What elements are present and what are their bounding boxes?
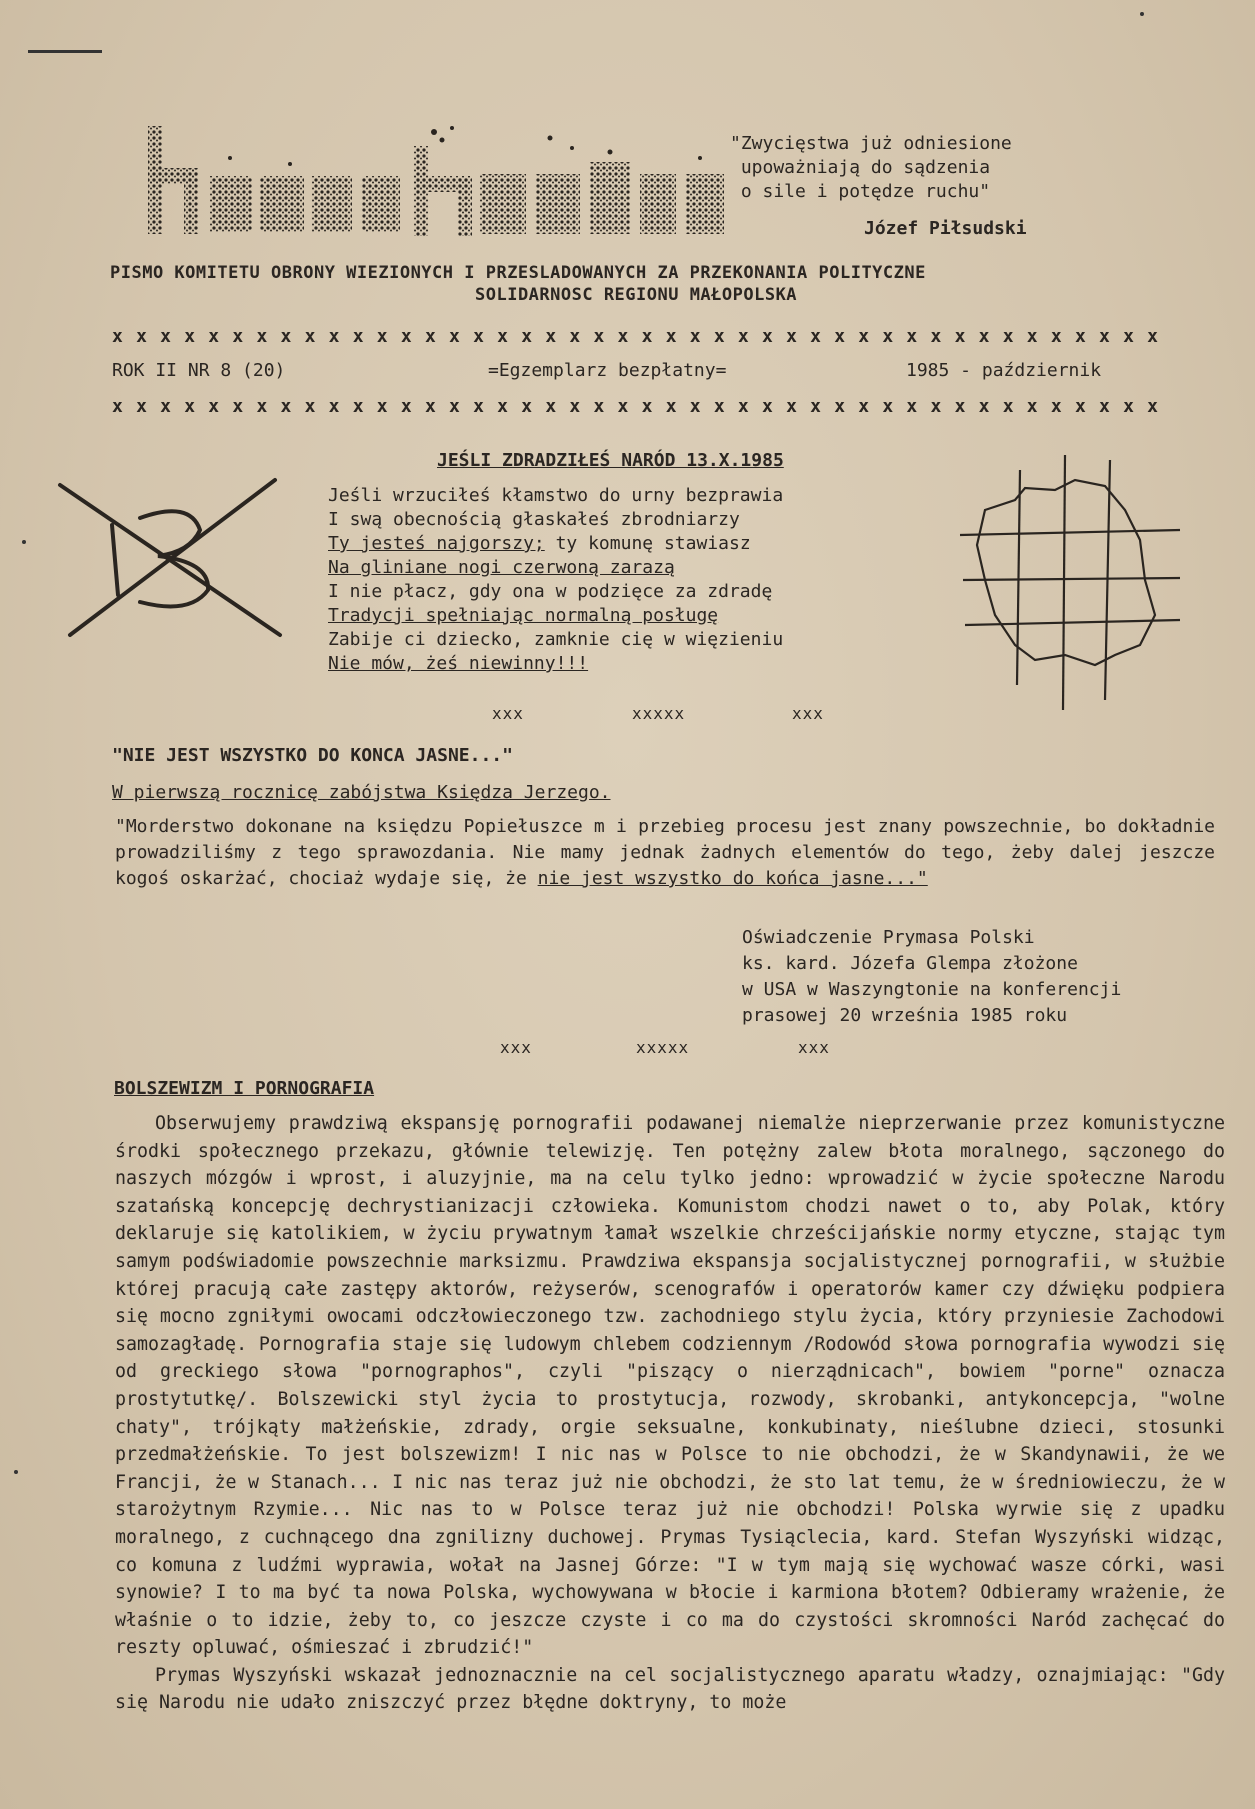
section-separator: xxx — [798, 1038, 830, 1057]
separator-row: x x x x x x x x x x x x x x x x x x x x x x x x x x x x x x x x x x x x x x x x x x x x — [112, 396, 1160, 417]
epigraph-quote: "Zwycięstwa już odniesione upoważniają do sądzenia o sile i potędze ruchu" — [730, 133, 1012, 202]
poem-body — [328, 484, 783, 676]
region-line: SOLIDARNOSC REGIONU MAŁOPOLSKA — [475, 285, 798, 305]
poem-line: Na gliniane nogi czerwoną zarazą — [328, 557, 675, 578]
attribution-line: prasowej 20 września 1985 roku — [742, 1005, 1068, 1026]
article-body — [115, 1110, 1225, 1717]
article-paragraph: Prymas Wyszyński wskazał jednoznacznie na cel socjalistycznego aparatu władzy, oznajmiając: "Gdy się Narodu nie udało zniszczyć przez błędne doktryny, to może — [115, 1664, 1225, 1714]
poem-line: Jeśli wrzuciłeś kłamstwo do urny bezprawia — [328, 485, 784, 506]
poem-line — [328, 532, 783, 556]
publisher-line: PISMO KOMITETU OBRONY WIEZIONYCH I PRZESLADOWANYCH ZA PRZEKONANIA POLITYCZNE — [110, 263, 926, 283]
separator-row: x x x x x x x x x x x x x x x x x x x x x x x x x x x x x x x x x x x x x x x x x x x x — [112, 326, 1160, 347]
margin-mark — [14, 1470, 18, 1474]
section-separator: xxx — [492, 704, 524, 723]
article-subheading: W pierwszą rocznicę zabójstwa Księdza Jerzego. — [112, 782, 611, 803]
epigraph-author: Józef Piłsudski — [864, 218, 1027, 239]
article-quote-underlined: nie jest wszystko do końca jasne..." — [537, 868, 928, 889]
attribution-line: ks. kard. Józefa Glempa złożone — [742, 953, 1078, 974]
poem-line: I nie płacz, gdy ona w podzięce za zdradę — [328, 581, 773, 602]
margin-mark — [1140, 12, 1144, 16]
issue-price: =Egzemplarz bezpłatny= — [488, 360, 727, 381]
section-separator: xxx — [792, 704, 824, 723]
article-heading: "NIE JEST WSZYSTKO DO KONCA JASNE..." — [112, 745, 513, 766]
margin-mark — [22, 540, 26, 544]
issue-number: ROK II NR 8 (20) — [112, 360, 286, 381]
poem-line: Nie mów, żeś niewinny!!! — [328, 653, 589, 674]
poem-line-rest: ty komunę stawiasz — [544, 533, 751, 554]
poem-line: Zabije ci dziecko, zamknie cię w więzieniu — [328, 629, 784, 650]
section-separator: xxx — [500, 1038, 532, 1057]
quote-attribution — [742, 925, 1121, 1029]
poem-line-underlined: Ty jesteś najgorszy; — [328, 533, 545, 554]
attribution-line: Oświadczenie Prymasa Polski — [742, 927, 1035, 948]
section-separator: xxxxx — [636, 1038, 690, 1057]
poem-line: I swą obecnością głaskałeś zbrodniarzy — [328, 509, 740, 530]
article-paragraph: Obserwujemy prawdziwą ekspansję pornografii podawanej niemalże nieprzerwanie przez komunistyczne środki społecznego przekazu, głównie telewizję. Ten potężny zalew błota moralnego, sączonego do naszych mózgów i wprost, i aluzyjnie, ma na celu tylko jedno: wprowadzić w życie społeczne Narodu szatańską koncepcję dechrystianizacji człowieka. Komunistom chodzi nawet o to, aby Polak, który deklaruje się katolikiem, w życiu prywatnym łamał wszelkie chrześcijańskie normy etyczne, stając tym samym podświadomie powszechnie marksizmu. Prawdziwa ekspansja socjalistycznej pornografii, w służbie której pracują całe zastępy aktorów, reżyserów, scenografów i operatorów kamer czy dźwięku podpiera się mocno zgniłymi owocami odczłowieczonego tzw. zachodniego stylu życia, który przyniesie Zachodowi samozagładę. Pornografia staje się ludowym chlebem codziennym /Rodowód słowa pornografia wywodzi się od greckiego słowa "pornographos", czyli "piszący o nierządnicach", bowiem "porne" oznacza prostytutkę/. Bolszewicki styl życia to prostytucja, rozwody, skrobanki, antykoncepcja, "wolne chaty", trójkąty małżeńskie, zdrady, orgie seksualne, konkubinaty, nieślubne dzieci, stosunki przedmałżeńskie. To jest bolszewizm! I nic nas w Polsce to nie obchodzi, że w Skandynawii, że we Francji, że w Stanach... I nic nas teraz już nie obchodzi, że sto lat temu, że w średniowieczu, że w starożytnym Rzymie... Nic nas to w Polsce teraz już nie obchodzi! Polska wyrwie się z upadku moralnego, z cuchnącego dna zgnilizny duchowej. Prymas Tysiąclecia, kard. Stefan Wyszyński widząc, co komuna z ludźmi wyprawia, wołał na Jasnej Górze: "I w tym mają się wychować wasze córki, wasi synowie? I to ma być ta nowa Polska, wychowywana w błocie i karmiona błotem? Odbieramy wrażenie, że właśnie o to idzie, żeby to, co jeszcze czyste i co ma do czystości skromności Naród zachęcać do reszty opluwać, ośmieszać i zbrudzić!" — [115, 1113, 1225, 1659]
masthead-stencil-icon — [140, 118, 740, 248]
poem-line: Tradycji spełniając normalną posługę — [328, 605, 719, 626]
article-quote-text: "Morderstwo dokonane na księdzu Popiełuszce m i przebieg procesu jest znany powszechnie, bo dokładnie prowadziliśmy z tego sprawozdania. Nie mamy jednak żadnych elementów do tego, żeby dalej jeszcze kogoś oskarżać, chociaż wydaje się, że — [115, 816, 1215, 889]
section-separator: xxxxx — [632, 704, 686, 723]
corner-dash — [28, 50, 102, 53]
issue-date: 1985 - październik — [906, 360, 1102, 381]
article-heading: BOLSZEWIZM I PORNOGRAFIA — [114, 1078, 375, 1099]
poland-map-bars-icon — [955, 450, 1185, 715]
poem-title: JEŚLI ZDRADZIŁEŚ NARÓD 13.X.1985 — [437, 450, 784, 471]
article-quote — [115, 814, 1215, 892]
crossed-13-icon — [40, 470, 290, 645]
masthead-logo — [140, 118, 740, 248]
attribution-line: w USA w Waszyngtonie na konferencji — [742, 979, 1122, 1000]
